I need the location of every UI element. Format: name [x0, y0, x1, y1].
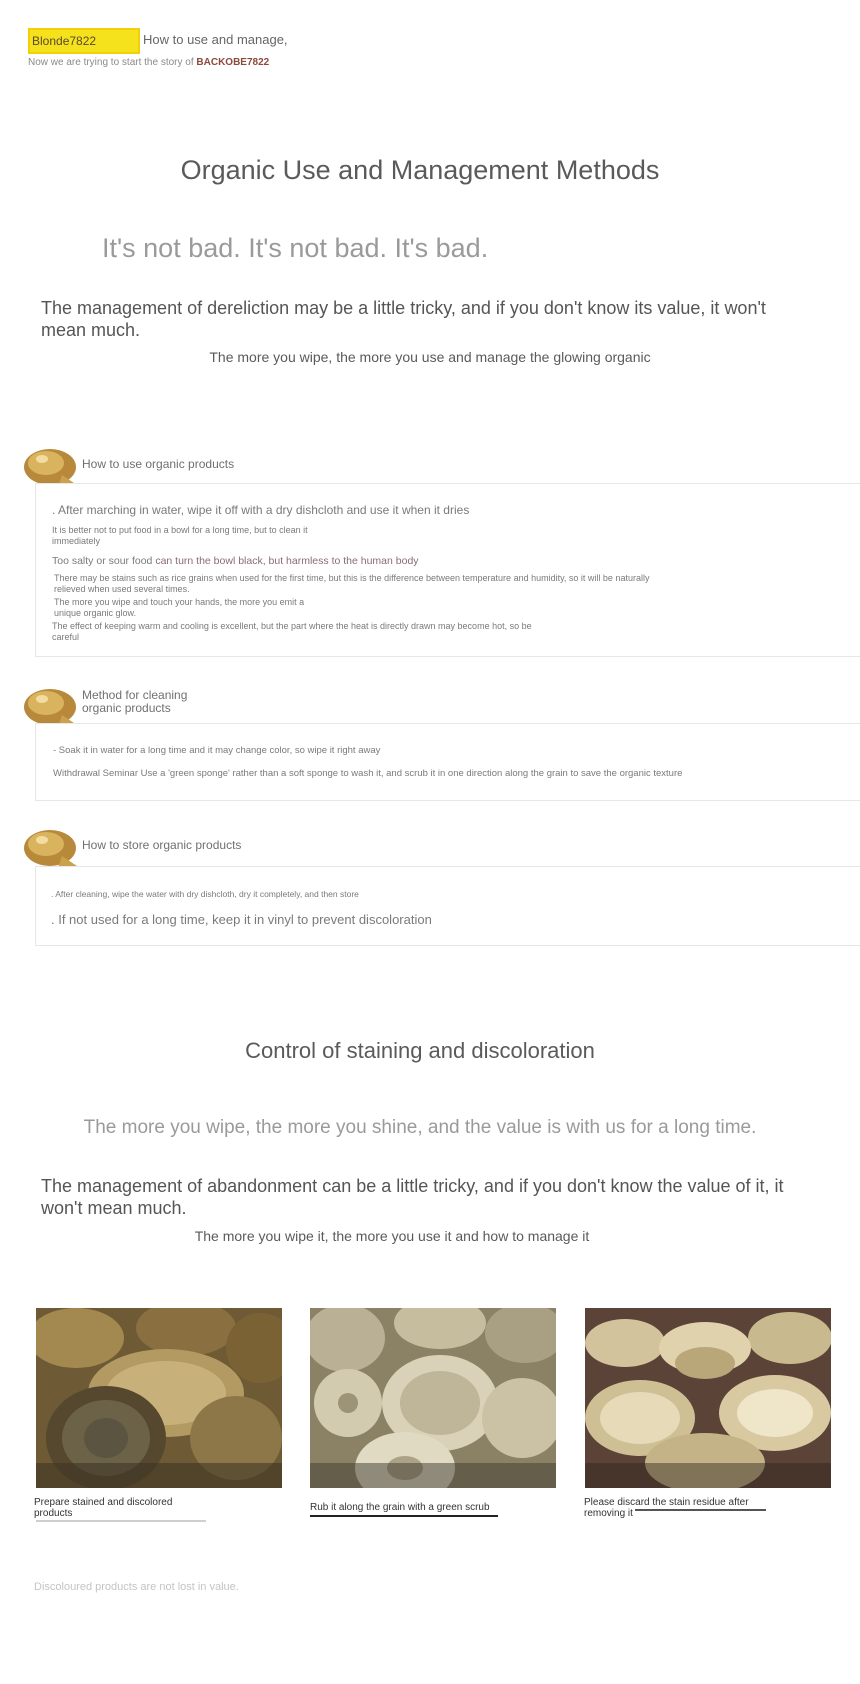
photo-stained-bowls	[36, 1308, 282, 1488]
caption-2	[310, 1502, 500, 1513]
store-heading: How to store organic products	[82, 838, 242, 852]
caption-1	[34, 1497, 204, 1519]
section2-sublead: The more you wipe it, the more you use it and how to manage it	[194, 1228, 590, 1244]
use-line-6: The effect of keeping warm and cooling is excellent, but the part where the heat is directly drawn may become hot, so be careful	[52, 621, 532, 642]
use-box	[35, 483, 860, 657]
section1-title: Organic Use and Management Methods	[180, 155, 660, 185]
caption-3-text: Please discard the stain residue after removing it	[584, 1497, 749, 1519]
use-line-3a: Too salty or sour food	[52, 555, 156, 567]
caption-2-text: Rub it along the grain with a green scrub	[310, 1502, 490, 1513]
clean-heading: Method for cleaning organic products	[82, 688, 188, 715]
use-line-3b: can turn the bowl black, but harmless to the human body	[155, 555, 419, 567]
store-box	[35, 866, 860, 946]
caption-1-underline	[36, 1520, 206, 1522]
use-heading: How to use organic products	[82, 457, 235, 471]
brass-bowl-icon	[18, 681, 82, 729]
clean-box	[35, 723, 860, 801]
header-title: How to use and manage,	[143, 32, 288, 47]
brass-bowl-icon	[18, 441, 82, 489]
use-line-4: There may be stains such as rice grains when used for the first time, but this is the difference between temperature and humidity, so it will be naturally relieved when used several times.	[54, 573, 650, 594]
caption-3	[584, 1497, 764, 1519]
footer-note: Discoloured products are not lost in value.	[34, 1581, 239, 1593]
caption-2-underline	[310, 1515, 498, 1517]
photo-scrubbing-bowls	[310, 1308, 556, 1488]
caption-1-text: Prepare stained and discolored products	[34, 1497, 173, 1519]
section1-lead: The management of dereliction may be a little tricky, and if you don't know its value, it won't mean much.	[41, 298, 766, 340]
header-brand: BACKOBE7822	[196, 57, 270, 68]
clean-line-1: - Soak it in water for a long time and it may change color, so wipe it right away	[53, 745, 381, 756]
header-subtitle-text: Now we are trying to start the story of	[28, 57, 194, 68]
brand-tag: Blonde7822	[28, 28, 140, 54]
section1-sublead: The more you wipe, the more you use and manage the glowing organic	[209, 349, 651, 365]
photo-polished-bowls	[585, 1308, 831, 1488]
section2-quote: The more you wipe, the more you shine, and the value is with us for a long time.	[83, 1117, 757, 1138]
section2-lead: The management of abandonment can be a little tricky, and if you don't know the value of it, it won't mean much.	[41, 1176, 784, 1218]
use-line-5: The more you wipe and touch your hands, the more you emit a unique organic glow.	[54, 597, 305, 618]
use-line-1: . After marching in water, wipe it off with a dry dishcloth and use it when it dries	[52, 503, 470, 517]
caption-3-underline	[635, 1509, 766, 1511]
store-line-1: . After cleaning, wipe the water with dry dishcloth, dry it completely, and then store	[51, 889, 359, 899]
section2-title: Control of staining and discoloration	[245, 1038, 595, 1063]
header-subtitle	[28, 57, 269, 68]
use-line-2: It is better not to put food in a bowl for a long time, but to clean it immediately	[52, 525, 308, 546]
clean-line-2: Withdrawal Seminar Use a 'green sponge' rather than a soft sponge to wash it, and scrub it in one direction along the grain to save the organic texture	[53, 768, 683, 779]
section1-quote: It's not bad. It's not bad. It's bad.	[102, 233, 489, 263]
store-line-2: . If not used for a long time, keep it in vinyl to prevent discoloration	[51, 912, 432, 927]
brass-bowl-icon	[18, 822, 82, 870]
use-line-3	[52, 555, 419, 567]
